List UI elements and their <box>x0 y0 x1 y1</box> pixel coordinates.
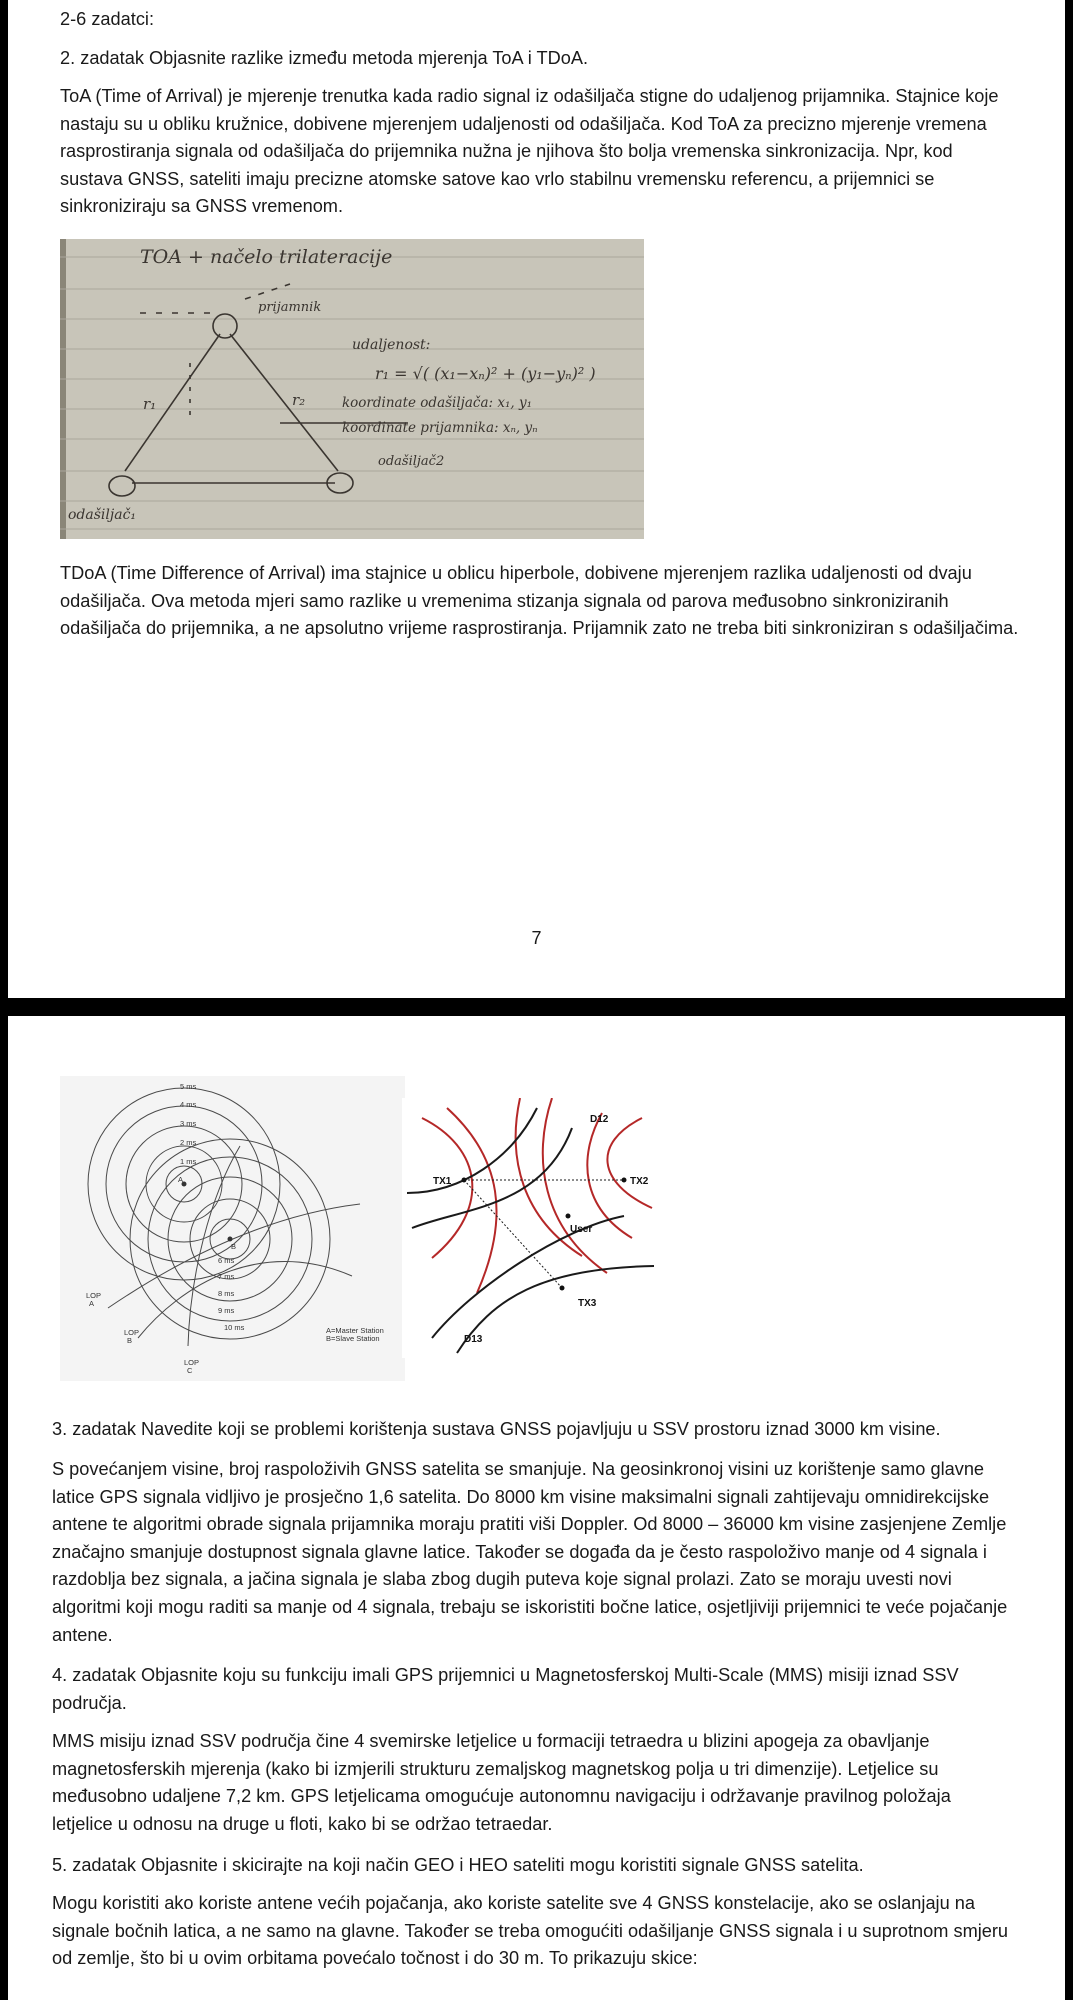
task-2-title: 2. zadatak Objasnite razlike između metoda mjerenja ToA i TDoA. <box>60 48 589 68</box>
ms-label-a-2: 2 ms <box>180 1138 197 1147</box>
ms-label-a-5: 5 ms <box>180 1082 197 1091</box>
lop-c-label-top: LOP <box>184 1358 200 1367</box>
toa-trilateration-sketch <box>60 239 644 539</box>
ms-label-b-6: 6 ms <box>218 1256 235 1265</box>
tx1-label: TX1 <box>433 1176 452 1187</box>
lop-b-label-top: LOP <box>124 1328 140 1337</box>
ms-label-b-10: 10 ms <box>224 1323 245 1332</box>
task-4-answer: MMS misiju iznad SSV područja čine 4 svemirske letjelice u formaciji tetraedra u blizini apogeja za obavljanje magnetosferskih mjerenja (kako bi izmjerili strukturu zemaljskog magnetskog polja u tri dimenzije). Letjelice su međusobno udaljene 7,2 km. GPS letjelicama omogućuje autonomnu navigaciju i održavanje pravilnog položaja letjelice u odnosu na druge u floti, kako bi se održao tetraedar. <box>52 1731 951 1834</box>
ms-label-a-3: 3 ms <box>180 1119 197 1128</box>
d12-label: D12 <box>590 1114 609 1125</box>
legend-slave-station: B=Slave Station <box>326 1334 380 1343</box>
sketch-transmitter-coords: koordinate odašiljača: x₁, y₁ <box>342 395 533 411</box>
station-a-label: A <box>178 1175 184 1184</box>
task-4-title: 4. zadatak Objasnite koju su funkciju imali GPS prijemnici u Magnetosferskoj Multi-Scale (MMS) misiji iznad SSV područja. <box>52 1665 959 1713</box>
sketch-r2-label: r₂ <box>292 391 306 409</box>
sketch-transmitter-1-label: odašiljač₁ <box>68 507 137 523</box>
ms-label-b-7: 7 ms <box>218 1272 235 1281</box>
sketch-transmitter-2-label: odašiljač2 <box>378 454 445 469</box>
user-label: User <box>570 1224 593 1235</box>
task-3-title: 3. zadatak Navedite koji se problemi korištenja sustava GNSS pojavljuju u SSV prostoru iznad 3000 km visine. <box>52 1419 941 1439</box>
task-5-title: 5. zadatak Objasnite i skicirajte na koji način GEO i HEO sateliti mogu koristiti signale GNSS satelita. <box>52 1855 864 1875</box>
legend-master-station: A=Master Station <box>326 1326 384 1335</box>
ms-label-b-8: 8 ms <box>218 1289 235 1298</box>
task-3-answer: S povećanjem visine, broj raspoloživih GNSS satelita se smanjuje. Na geosinkronoj visini uz korištenje samo glavne latice GPS signala vidljivo je prosječno 1,6 satelita. Do 8000 km visine maksimalni signali zahtijevaju omnidirekcijske antene te algoritmi obrade signala prijamnika moraju pratiti viši Doppler. Od 8000 – 36000 km visine zasjenjene Zemlje značajno smanjuje dostupnost signala glavne latice. Također se događa da je često raspoloživo manje od 4 signala i razdoblja bez signala, a jačina signala je slaba zbog dugih puteva koje signal prolazi. Zato se moraju uvesti novi algoritmi koji mogu raditi sa manje od 4 signala, trebaju se iskoristiti bočne latice, osjetljiviji prijemnici te veće pojačanje antene. <box>52 1459 1008 1645</box>
lop-c-label-bottom: C <box>187 1366 193 1375</box>
ms-label-a-1: 1 ms <box>180 1157 197 1166</box>
sketch-title: TOA + načelo trilateracije <box>140 246 393 268</box>
lop-b-label-bottom: B <box>127 1336 133 1345</box>
lop-a-label-top: LOP <box>86 1291 102 1300</box>
tx2-label: TX2 <box>630 1176 649 1187</box>
tdoa-hyperbola-figure <box>402 1098 674 1358</box>
tdoa-paragraph: TDoA (Time Difference of Arrival) ima stajnice u oblicu hiperbole, dobivene mjerenjem razlika udaljenosti od dvaju odašiljača. Ova metoda mjeri samo razlike u vremenima stizanja signala od parova međusobno sinkroniziranih odašiljača do prijemnika, a ne apsolutno vrijeme rasprostiranja. Prijamnik zato ne treba biti sinkroniziran s odašiljačima. <box>60 563 1019 639</box>
ms-label-b-9: 9 ms <box>218 1306 235 1315</box>
sketch-receiver-label: prijamnik <box>258 300 322 315</box>
station-b-label: B <box>231 1242 237 1251</box>
user-point <box>566 1214 571 1219</box>
sketch-distance-label: udaljenost: <box>352 337 431 353</box>
lop-a-label-bottom: A <box>89 1299 95 1308</box>
sketch-r1-label: r₁ <box>143 395 157 413</box>
tx1-point <box>462 1178 467 1183</box>
tx2-point <box>622 1178 627 1183</box>
lop-concentric-circles-figure <box>60 1076 405 1381</box>
sketch-receiver-coords: koordinate prijamnika: xₙ, yₙ <box>342 420 538 436</box>
sketch-distance-formula: r₁ = √( (x₁−xₙ)² + (y₁−yₙ)² ) <box>375 364 596 383</box>
tx3-point <box>560 1286 565 1291</box>
section-heading: 2-6 zadatci: <box>60 9 155 29</box>
d13-label: D13 <box>464 1334 483 1345</box>
task-5-answer: Mogu koristiti ako koriste antene većih pojačanja, ako koriste satelite sve 4 GNSS konstelacije, ako se oslanjaju na signale bočnih latica, a ne samo na glavne. Također se treba omogućiti odašiljanje GNSS signala i u suprotnom smjeru od zemlje, što bi u ovim orbitama povećalo točnost i do 30 m. To prikazuju skice: <box>52 1893 1009 1969</box>
page-number: 7 <box>531 928 542 948</box>
toa-paragraph: ToA (Time of Arrival) je mjerenje trenutka kada radio signal iz odašiljača stigne do udaljenog prijamnika. Stajnice koje nastaju su u obliku kružnice, dobivene mjerenjem udaljenosti od odašiljača. Kod ToA za precizno mjerenje vremena rasprostiranja signala od odašiljača do prijemnika nužna je njihova što bolja vremenska sinkronizacija. Npr, kod sustava GNSS, sateliti imaju precizne atomske satove kao vrlo stabilnu vremensku referencu, a prijemnici se sinkroniziraju sa GNSS vremenom. <box>60 86 999 217</box>
tx3-label: TX3 <box>578 1298 597 1309</box>
document-page-7 <box>8 0 1065 998</box>
ms-label-a-4: 4 ms <box>180 1100 197 1109</box>
